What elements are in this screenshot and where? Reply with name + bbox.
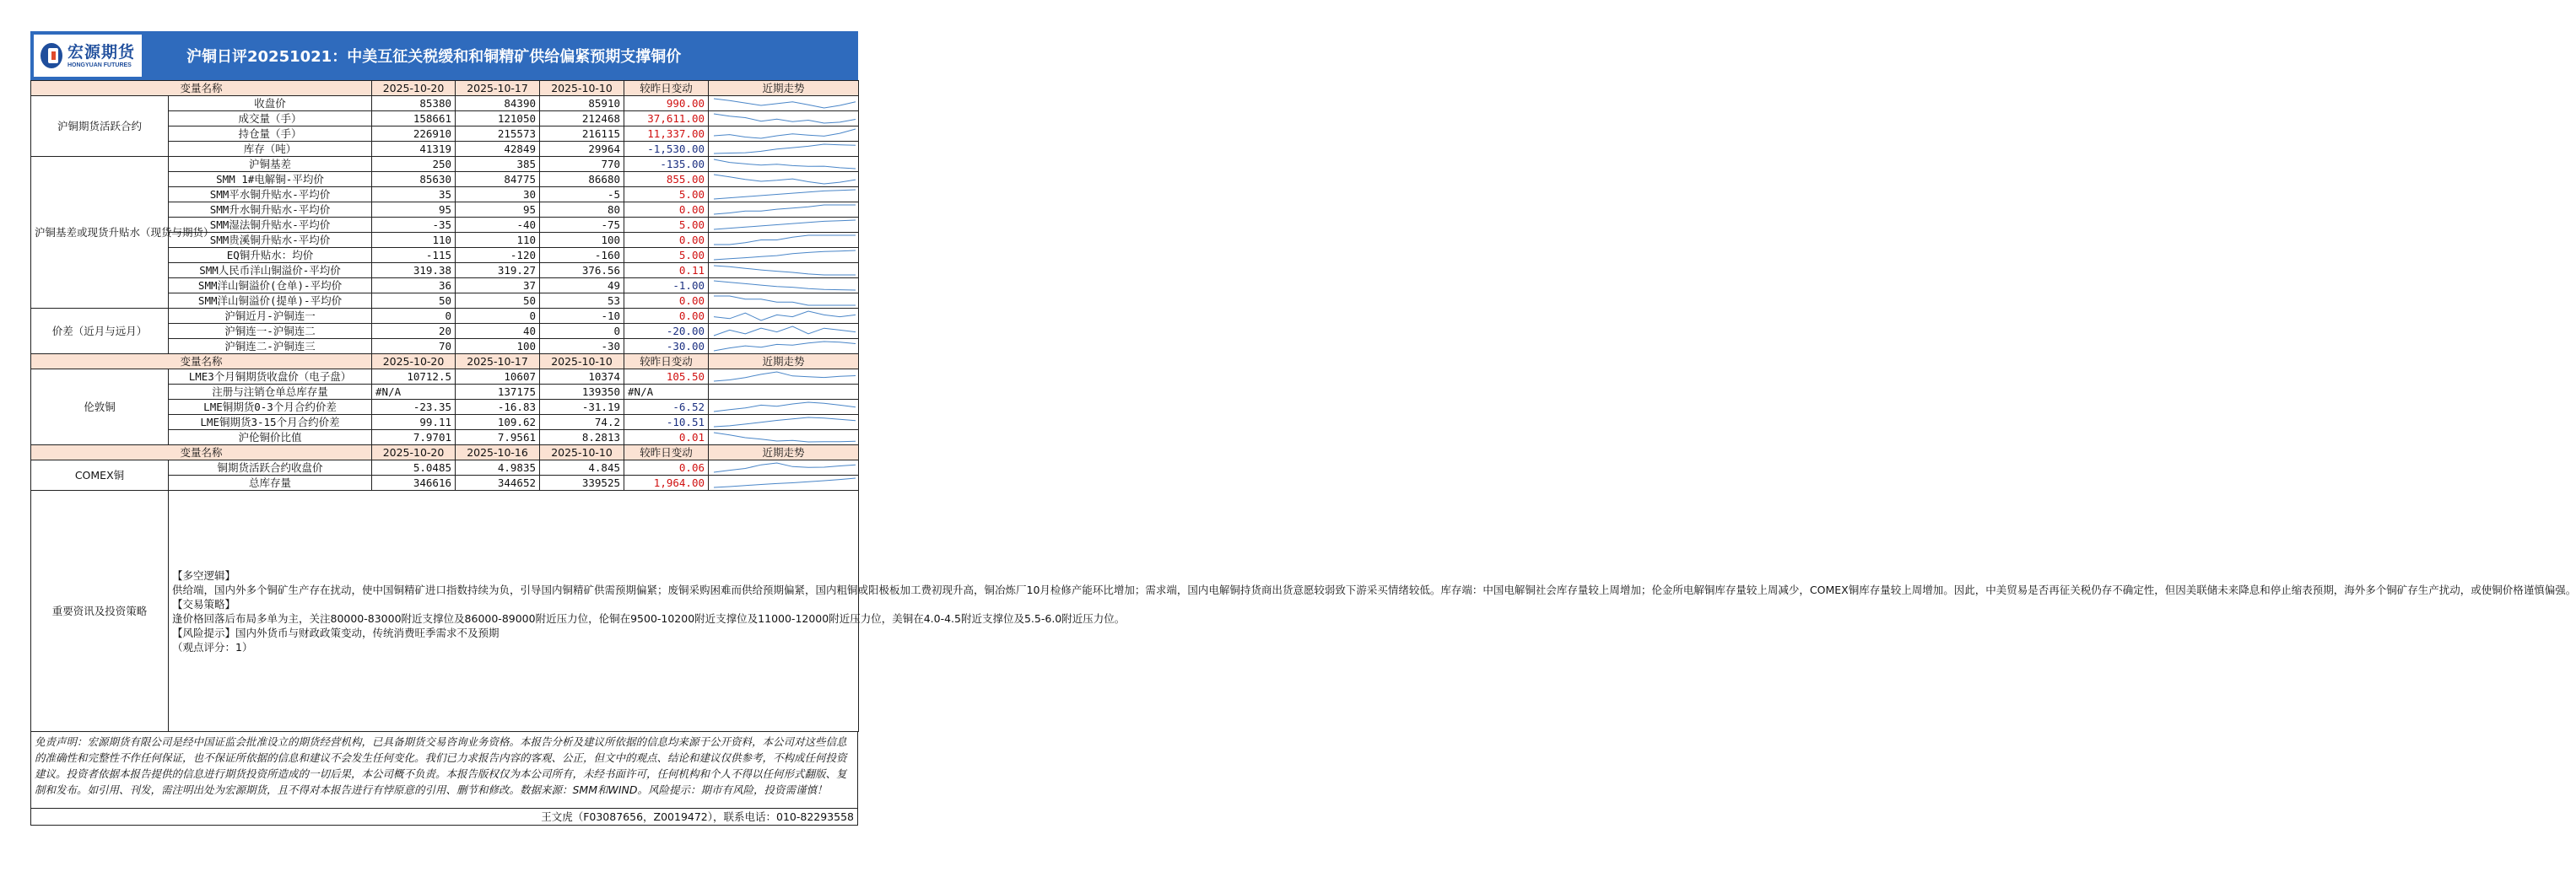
header-d3: 2025-10-10 bbox=[540, 445, 624, 460]
trend-cell bbox=[709, 142, 859, 157]
sparkline-line bbox=[714, 281, 856, 290]
company-logo bbox=[34, 35, 142, 77]
change-value: 5.00 bbox=[624, 218, 709, 233]
sparkline-chart bbox=[712, 249, 857, 261]
category-label: 价差（近月与远月） bbox=[31, 309, 169, 354]
logic-heading: 【多空逻辑】 bbox=[172, 568, 236, 582]
value-d3: -160 bbox=[540, 248, 624, 263]
trade-heading: 【交易策略】 bbox=[172, 597, 236, 611]
sparkline-line bbox=[714, 205, 856, 214]
value-d2: 42849 bbox=[456, 142, 540, 157]
header-d3: 2025-10-10 bbox=[540, 354, 624, 369]
change-value: 5.00 bbox=[624, 248, 709, 263]
change-value: 0.00 bbox=[624, 202, 709, 218]
variable-label: 注册与注销仓单总库存量 bbox=[169, 385, 372, 400]
trend-cell bbox=[709, 476, 859, 491]
sparkline-line bbox=[714, 266, 856, 275]
sparkline-line bbox=[714, 99, 856, 108]
header-change: 较昨日变动 bbox=[624, 81, 709, 96]
change-value: 990.00 bbox=[624, 96, 709, 111]
variable-label: SMM人民币洋山铜溢价-平均价 bbox=[169, 263, 372, 278]
value-d2: 137175 bbox=[456, 385, 540, 400]
category-label: COMEX铜 bbox=[31, 460, 169, 491]
trend-cell bbox=[709, 263, 859, 278]
sparkline-line bbox=[714, 190, 856, 199]
value-d2: 215573 bbox=[456, 126, 540, 142]
variable-label: SMM洋山铜溢价(提单)-平均价 bbox=[169, 293, 372, 309]
category-label: 沪铜基差或现货升贴水（现货与期货） bbox=[31, 157, 169, 309]
value-d2: 50 bbox=[456, 293, 540, 309]
variable-label: 沪伦铜价比值 bbox=[169, 430, 372, 445]
change-value: 0.11 bbox=[624, 263, 709, 278]
value-d1: 99.11 bbox=[372, 415, 456, 430]
sparkline-chart bbox=[712, 340, 857, 353]
variable-label: 沪铜基差 bbox=[169, 157, 372, 172]
value-d1: 7.9701 bbox=[372, 430, 456, 445]
value-d2: 84390 bbox=[456, 96, 540, 111]
variable-label: 库存（吨） bbox=[169, 142, 372, 157]
value-d2: 30 bbox=[456, 187, 540, 202]
sparkline-chart bbox=[712, 370, 857, 383]
value-d2: 4.9835 bbox=[456, 460, 540, 476]
change-value: -1,530.00 bbox=[624, 142, 709, 157]
value-d2: 110 bbox=[456, 233, 540, 248]
value-d3: -30 bbox=[540, 339, 624, 354]
change-value: -20.00 bbox=[624, 324, 709, 339]
data-table bbox=[30, 80, 2576, 732]
value-d3: 53 bbox=[540, 293, 624, 309]
sparkline-chart bbox=[712, 143, 857, 155]
value-d3: -5 bbox=[540, 187, 624, 202]
change-value: 0.00 bbox=[624, 233, 709, 248]
sparkline-chart bbox=[712, 234, 857, 246]
sparkline-line bbox=[714, 235, 856, 245]
report-title: 沪铜日评20251021：中美互征关税缓和和铜精矿供给偏紧预期支撑铜价 bbox=[186, 48, 682, 66]
change-value: -10.51 bbox=[624, 415, 709, 430]
value-d1: 5.0485 bbox=[372, 460, 456, 476]
view-score: （观点评分：1） bbox=[172, 640, 253, 654]
value-d2: 40 bbox=[456, 324, 540, 339]
variable-label: 总库存量 bbox=[169, 476, 372, 491]
trend-cell bbox=[709, 202, 859, 218]
value-d3: 139350 bbox=[540, 385, 624, 400]
value-d2: 319.27 bbox=[456, 263, 540, 278]
sparkline-line bbox=[714, 114, 856, 123]
sparkline-line bbox=[714, 417, 856, 427]
header-d1: 2025-10-20 bbox=[372, 354, 456, 369]
header-trend: 近期走势 bbox=[709, 445, 859, 460]
sparkline-chart bbox=[712, 112, 857, 125]
value-d3: 85910 bbox=[540, 96, 624, 111]
sparkline-chart bbox=[712, 188, 857, 201]
value-d3: 100 bbox=[540, 233, 624, 248]
value-d1: -23.35 bbox=[372, 400, 456, 415]
sparkline-chart bbox=[712, 309, 857, 322]
change-value: -135.00 bbox=[624, 157, 709, 172]
header-row bbox=[31, 81, 859, 96]
sparkline-chart bbox=[712, 173, 857, 186]
change-value: 105.50 bbox=[624, 369, 709, 385]
trend-cell bbox=[709, 248, 859, 263]
strategy-category: 重要资讯及投资策略 bbox=[31, 491, 169, 732]
trend-cell bbox=[709, 278, 859, 293]
value-d1: 0 bbox=[372, 309, 456, 324]
value-d3: 376.56 bbox=[540, 263, 624, 278]
table-row bbox=[31, 157, 859, 172]
variable-label: SMM 1#电解铜-平均价 bbox=[169, 172, 372, 187]
change-value: 1,964.00 bbox=[624, 476, 709, 491]
variable-label: 沪铜连二-沪铜连三 bbox=[169, 339, 372, 354]
trend-cell bbox=[709, 111, 859, 126]
value-d2: -16.83 bbox=[456, 400, 540, 415]
value-d1: 85630 bbox=[372, 172, 456, 187]
trend-cell bbox=[709, 430, 859, 445]
trend-cell bbox=[709, 324, 859, 339]
change-value: 5.00 bbox=[624, 187, 709, 202]
trend-cell bbox=[709, 172, 859, 187]
value-d3: -75 bbox=[540, 218, 624, 233]
header-d2: 2025-10-16 bbox=[456, 445, 540, 460]
header-trend: 近期走势 bbox=[709, 81, 859, 96]
header-row bbox=[31, 354, 859, 369]
sparkline-chart bbox=[712, 476, 857, 489]
logo-cn-text: 宏源期货 bbox=[68, 42, 136, 62]
sparkline-line bbox=[714, 250, 856, 260]
table-row bbox=[31, 309, 859, 324]
value-d1: 20 bbox=[372, 324, 456, 339]
change-value: -6.52 bbox=[624, 400, 709, 415]
value-d2: -40 bbox=[456, 218, 540, 233]
sparkline-chart bbox=[712, 279, 857, 292]
sparkline-chart bbox=[712, 158, 857, 170]
variable-label: SMM平水铜升贴水-平均价 bbox=[169, 187, 372, 202]
sparkline-chart bbox=[712, 218, 857, 231]
table-row bbox=[31, 96, 859, 111]
variable-label: 持仓量（手） bbox=[169, 126, 372, 142]
sparkline-chart bbox=[712, 97, 857, 110]
value-d1: 36 bbox=[372, 278, 456, 293]
header-d2: 2025-10-17 bbox=[456, 81, 540, 96]
trend-cell bbox=[709, 385, 859, 400]
value-d1: 346616 bbox=[372, 476, 456, 491]
sparkline-chart bbox=[712, 264, 857, 277]
header-trend: 近期走势 bbox=[709, 354, 859, 369]
variable-label: SMM湿法铜升贴水-平均价 bbox=[169, 218, 372, 233]
value-d2: 10607 bbox=[456, 369, 540, 385]
sparkline-line bbox=[714, 372, 856, 381]
strategy-text bbox=[169, 491, 2576, 732]
value-d1: #N/A bbox=[372, 385, 456, 400]
value-d2: 385 bbox=[456, 157, 540, 172]
value-d2: 37 bbox=[456, 278, 540, 293]
risk-line bbox=[172, 626, 855, 640]
value-d1: 95 bbox=[372, 202, 456, 218]
change-value: -30.00 bbox=[624, 339, 709, 354]
trend-cell bbox=[709, 233, 859, 248]
value-d3: -31.19 bbox=[540, 400, 624, 415]
variable-label: LME铜期货0-3个月合约价差 bbox=[169, 400, 372, 415]
sparkline-chart bbox=[712, 461, 857, 474]
value-d1: 158661 bbox=[372, 111, 456, 126]
value-d2: 84775 bbox=[456, 172, 540, 187]
sparkline-line bbox=[714, 296, 856, 305]
value-d3: 8.2813 bbox=[540, 430, 624, 445]
variable-label: SMM升水铜升贴水-平均价 bbox=[169, 202, 372, 218]
value-d3: 339525 bbox=[540, 476, 624, 491]
trend-cell bbox=[709, 293, 859, 309]
value-d1: 35 bbox=[372, 187, 456, 202]
trend-cell bbox=[709, 369, 859, 385]
table-row bbox=[31, 460, 859, 476]
header-change: 较昨日变动 bbox=[624, 445, 709, 460]
value-d3: 29964 bbox=[540, 142, 624, 157]
header-change: 较昨日变动 bbox=[624, 354, 709, 369]
change-value: 0.01 bbox=[624, 430, 709, 445]
header-row bbox=[31, 445, 859, 460]
variable-label: 成交量（手） bbox=[169, 111, 372, 126]
trend-cell bbox=[709, 460, 859, 476]
sparkline-line bbox=[714, 129, 856, 138]
sparkline-line bbox=[714, 175, 856, 184]
value-d2: 100 bbox=[456, 339, 540, 354]
value-d3: 80 bbox=[540, 202, 624, 218]
sparkline-chart bbox=[712, 431, 857, 444]
sparkline-line bbox=[714, 402, 856, 412]
logic-body: 供给端，国内外多个铜矿生产存在扰动，使中国铜精矿进口指数持续为负，引导国内铜精矿供需预期偏紧；废铜采购困难而供给预期偏紧，国内粗铜或阳极板加工费初现升高，铜冶炼厂10月检修产能环比增加；需求端，国内电解铜持货商出货意愿较弱致下游采买情绪较低。库存端：中国电解铜社会库存量较上周增加；伦金所电解铜库存量较上周减少，COMEX铜库存量较上周增加。因此，中美贸易是否再征关税仍存不确定性，但因美联储未来降息和停止缩表预期，海外多个铜矿存生产扰动，或使铜价格谨慎偏强。 bbox=[172, 583, 2576, 596]
value-d1: 110 bbox=[372, 233, 456, 248]
change-value: 0.06 bbox=[624, 460, 709, 476]
change-value: 0.00 bbox=[624, 293, 709, 309]
change-value: 37,611.00 bbox=[624, 111, 709, 126]
trend-cell bbox=[709, 415, 859, 430]
change-value: 11,337.00 bbox=[624, 126, 709, 142]
title-banner bbox=[30, 31, 858, 80]
variable-label: 沪铜近月-沪铜连一 bbox=[169, 309, 372, 324]
value-d2: 121050 bbox=[456, 111, 540, 126]
sparkline-line bbox=[714, 478, 856, 487]
value-d2: 7.9561 bbox=[456, 430, 540, 445]
trend-cell bbox=[709, 339, 859, 354]
variable-label: 沪铜连一-沪铜连二 bbox=[169, 324, 372, 339]
value-d1: 41319 bbox=[372, 142, 456, 157]
value-d3: -10 bbox=[540, 309, 624, 324]
variable-label: LME3个月铜期货收盘价（电子盘） bbox=[169, 369, 372, 385]
value-d2: 109.62 bbox=[456, 415, 540, 430]
category-label: 沪铜期货活跃合约 bbox=[31, 96, 169, 157]
value-d1: 226910 bbox=[372, 126, 456, 142]
value-d1: -115 bbox=[372, 248, 456, 263]
trend-cell bbox=[709, 218, 859, 233]
trade-body: 逢价格回落后布局多单为主，关注80000-83000附近支撑位及86000-89000附近压力位，伦铜在9500-10200附近支撑位及11000-12000附近压力位，美铜在4.0-4.5附近支撑位及5.5-6.0附近压力位。 bbox=[172, 611, 1126, 625]
value-d3: 74.2 bbox=[540, 415, 624, 430]
disclaimer: 免责声明：宏源期货有限公司是经中国证监会批准设立的期货经营机构，已具备期货交易咨询业务资格。本报告分析及建议所依据的信息均来源于公开资料，本公司对这些信息的准确性和完整性不作任何保证，也不保证所依据的信息和建议不会发生任何变化。我们已力求报告内容的客观、公正，但文中的观点、结论和建议仅供参考，不构成任何投资建议。投资者依据本报告提供的信息进行期货投资所造成的一切后果，本公司概不负责。本报告版权仅为本公司所有，未经书面许可，任何机构和个人不得以任何形式翻版、复制和发布。如引用、刊发，需注明出处为宏源期货，且不得对本报告进行有悖原意的引用、删节和修改。数据来源：SMM和WIND。风险提示：期市有风险，投资需谨慎！ bbox=[30, 732, 858, 809]
sparkline-chart bbox=[712, 325, 857, 337]
variable-label: 铜期货活跃合约收盘价 bbox=[169, 460, 372, 476]
value-d3: 4.845 bbox=[540, 460, 624, 476]
variable-label: EQ铜升贴水：均价 bbox=[169, 248, 372, 263]
value-d1: 250 bbox=[372, 157, 456, 172]
change-value: -1.00 bbox=[624, 278, 709, 293]
risk-body: 国内外货币与财政政策变动，传统消费旺季需求不及预期 bbox=[235, 626, 500, 639]
sparkline-chart bbox=[712, 401, 857, 413]
value-d3: 770 bbox=[540, 157, 624, 172]
variable-label: SMM洋山铜溢价(仓单)-平均价 bbox=[169, 278, 372, 293]
value-d1: 50 bbox=[372, 293, 456, 309]
trend-cell bbox=[709, 309, 859, 324]
value-d3: 0 bbox=[540, 324, 624, 339]
trend-cell bbox=[709, 96, 859, 111]
value-d2: 0 bbox=[456, 309, 540, 324]
value-d2: -120 bbox=[456, 248, 540, 263]
value-d3: 49 bbox=[540, 278, 624, 293]
strategy-row bbox=[31, 491, 859, 732]
header-d3: 2025-10-10 bbox=[540, 81, 624, 96]
sparkline-line bbox=[714, 433, 856, 442]
change-value: 855.00 bbox=[624, 172, 709, 187]
variable-label: SMM贵溪铜升贴水-平均价 bbox=[169, 233, 372, 248]
trend-cell bbox=[709, 187, 859, 202]
sparkline-chart bbox=[712, 416, 857, 428]
sparkline-line bbox=[714, 342, 856, 351]
value-d1: 10712.5 bbox=[372, 369, 456, 385]
header-variable: 变量名称 bbox=[31, 81, 372, 96]
sparkline-line bbox=[714, 463, 856, 472]
header-d1: 2025-10-20 bbox=[372, 445, 456, 460]
sparkline-chart bbox=[712, 385, 857, 398]
sparkline-chart bbox=[712, 203, 857, 216]
sparkline-line bbox=[714, 220, 856, 229]
value-d1: 85380 bbox=[372, 96, 456, 111]
value-d1: 319.38 bbox=[372, 263, 456, 278]
sparkline-line bbox=[714, 144, 856, 153]
value-d2: 95 bbox=[456, 202, 540, 218]
header-variable: 变量名称 bbox=[31, 445, 372, 460]
value-d1: -35 bbox=[372, 218, 456, 233]
trend-cell bbox=[709, 126, 859, 142]
report-sheet bbox=[30, 31, 2576, 826]
header-d2: 2025-10-17 bbox=[456, 354, 540, 369]
sparkline-line bbox=[714, 159, 856, 169]
value-d3: 216115 bbox=[540, 126, 624, 142]
logo-icon bbox=[41, 43, 62, 68]
value-d3: 10374 bbox=[540, 369, 624, 385]
logo-en-text: HONGYUAN FUTURES bbox=[68, 62, 132, 68]
trend-cell bbox=[709, 157, 859, 172]
header-d1: 2025-10-20 bbox=[372, 81, 456, 96]
value-d2: 344652 bbox=[456, 476, 540, 491]
sparkline-chart bbox=[712, 294, 857, 307]
variable-label: LME铜期货3-15个月合约价差 bbox=[169, 415, 372, 430]
change-value: #N/A bbox=[624, 385, 709, 400]
category-label: 伦敦铜 bbox=[31, 369, 169, 445]
sparkline-chart bbox=[712, 127, 857, 140]
value-d1: 70 bbox=[372, 339, 456, 354]
table-row bbox=[31, 369, 859, 385]
variable-label: 收盘价 bbox=[169, 96, 372, 111]
sparkline-line bbox=[714, 326, 856, 336]
header-variable: 变量名称 bbox=[31, 354, 372, 369]
change-value: 0.00 bbox=[624, 309, 709, 324]
sparkline-line bbox=[714, 311, 856, 320]
trend-cell bbox=[709, 400, 859, 415]
value-d3: 212468 bbox=[540, 111, 624, 126]
value-d3: 86680 bbox=[540, 172, 624, 187]
risk-heading: 【风险提示】 bbox=[172, 626, 236, 639]
analyst-contact: 王文虎（F03087656，Z0019472），联系电话：010-82293558 bbox=[30, 809, 858, 826]
